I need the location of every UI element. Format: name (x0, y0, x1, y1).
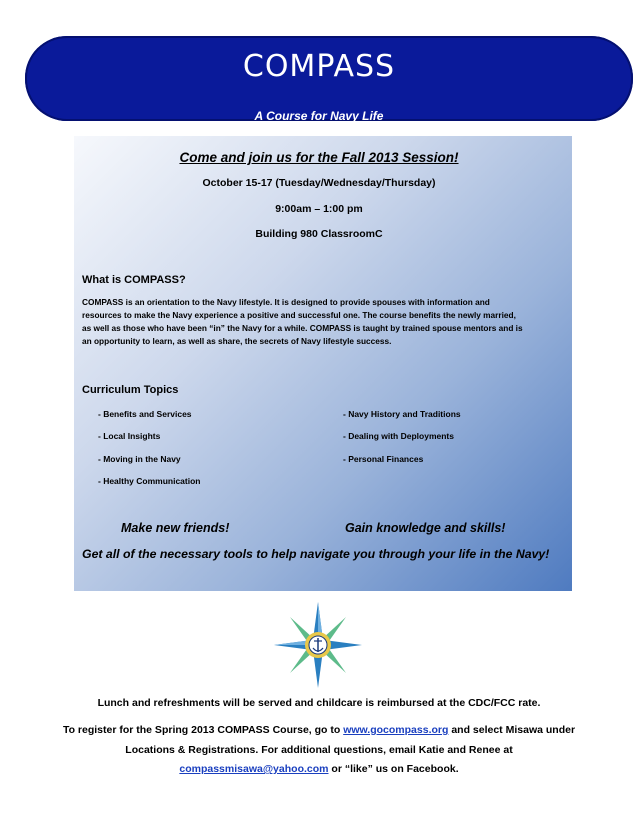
description-line: an opportunity to learn, as well as share, the secrets of Navy lifestyle success. (82, 336, 392, 346)
tagline-tools: Get all of the necessary tools to help navigate you through your life in the Navy! (82, 547, 550, 561)
lunch-note: Lunch and refreshments will be served and childcare is reimbursed at the CDC/FCC rate. (97, 697, 541, 709)
description-line: as well as those who have been “in” the Navy for a while. COMPASS is taught by trained spouse mentors and is (82, 323, 523, 333)
topic-item: - Dealing with Deployments (343, 431, 454, 441)
curriculum-heading: Curriculum Topics (82, 384, 179, 396)
topic-item: - Navy History and Traditions (343, 409, 461, 419)
what-heading: What is COMPASS? (82, 274, 186, 286)
session-location: Building 980 ClassroomC (255, 228, 383, 240)
tagline-knowledge: Gain knowledge and skills! (345, 521, 506, 535)
topic-item: - Personal Finances (343, 454, 424, 464)
register-text: To register for the Spring 2013 COMPASS Course, go to (62, 724, 344, 736)
description-line: resources to make the Navy experience a positive and successful one. The course benefits the newly married, (82, 310, 516, 320)
compass-rose-logo (270, 600, 366, 690)
session-heading: Come and join us for the Fall 2013 Session! (179, 150, 459, 165)
register-text-end: and select Misawa under (448, 724, 576, 736)
what-description (82, 296, 572, 348)
description-line: COMPASS is an orientation to the Navy lifestyle. It is designed to provide spouses with information and (82, 297, 490, 307)
page-title: COMPASS (242, 49, 396, 84)
session-dates: October 15-17 (Tuesday/Wednesday/Thursday) (202, 177, 436, 189)
topic-item: - Healthy Communication (98, 476, 201, 486)
tagline-friends: Make new friends! (121, 521, 230, 535)
register-line (0, 724, 638, 736)
contact-line: Locations & Registrations. For additional questions, email Katie and Renee at (125, 744, 513, 756)
gocompass-link[interactable]: www.gocompass.org (343, 724, 449, 736)
topic-item: - Local Insights (98, 431, 161, 441)
page-subtitle: A Course for Navy Life (254, 109, 384, 123)
session-time: 9:00am – 1:00 pm (275, 203, 363, 215)
facebook-text: or “like” us on Facebook. (328, 763, 459, 775)
email-line (0, 763, 638, 775)
email-link[interactable]: compassmisawa@yahoo.com (179, 763, 329, 775)
topic-item: - Benefits and Services (98, 409, 192, 419)
topic-item: - Moving in the Navy (98, 454, 181, 464)
